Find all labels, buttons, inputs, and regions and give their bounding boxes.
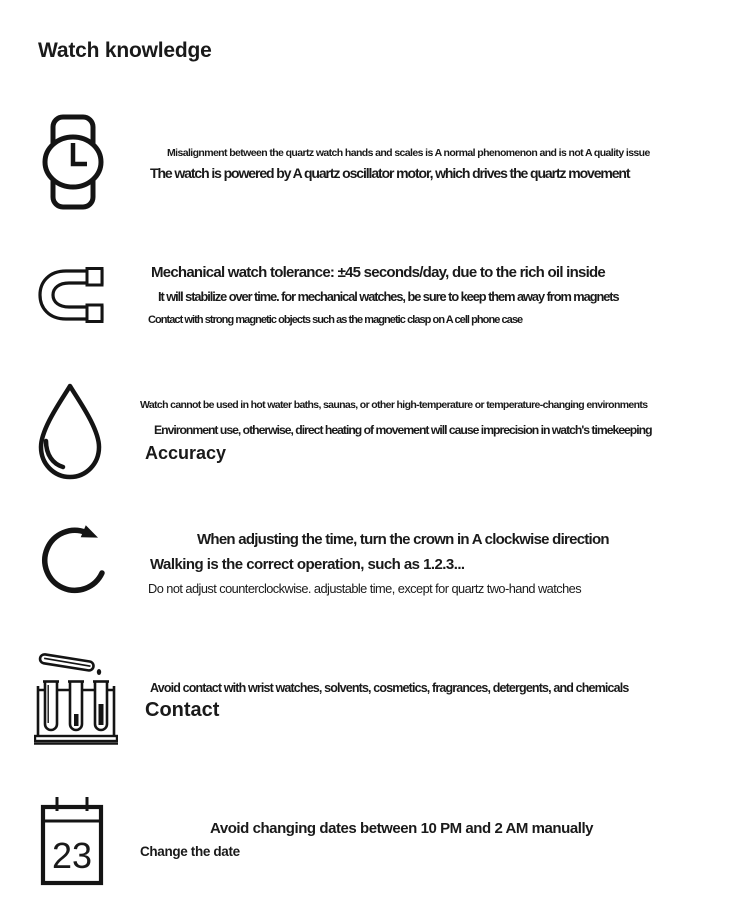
contact-heading: Contact	[145, 699, 220, 721]
magnetic-contact-note: Contact with strong magnetic objects such as the magnetic clasp on A cell phone case	[148, 314, 523, 326]
clockwise-heading: When adjusting the time, turn the crown in A clockwise direction	[197, 531, 609, 548]
tolerance-heading: Mechanical watch tolerance: ±45 seconds/day, due to the rich oil inside	[151, 264, 606, 281]
test-tubes-icon	[34, 645, 118, 745]
wristwatch-icon	[42, 114, 104, 210]
environment-note: Environment use, otherwise, direct heating of movement will cause imprecision in watch's timekeeping	[154, 423, 652, 437]
page-title: Watch knowledge	[38, 39, 212, 62]
clockwise-arrow-icon	[36, 519, 114, 597]
change-date-heading: Change the date	[140, 844, 240, 859]
accuracy-heading: Accuracy	[145, 443, 227, 463]
counterclockwise-note: Do not adjust counterclockwise. adjustable time, except for quartz two-hand watches	[148, 581, 582, 596]
hot-water-note: Watch cannot be used in hot water baths, saunas, or other high-temperature or temperature-changing environments	[140, 399, 648, 411]
quartz-movement-text: The watch is powered by A quartz oscillator motor, which drives the quartz movement	[150, 165, 630, 181]
walking-note: Walking is the correct operation, such as 1.2.3...	[150, 556, 465, 573]
stabilize-note: It will stabilize over time. for mechanical watches, be sure to keep them away from magnets	[158, 289, 619, 304]
chemicals-note: Avoid contact with wrist watches, solvents, cosmetics, fragrances, detergents, and chemicals	[150, 681, 629, 695]
calendar-day-label: 23	[51, 835, 93, 876]
date-change-warning: Avoid changing dates between 10 PM and 2 AM manually	[210, 820, 594, 837]
magnet-icon	[36, 266, 108, 324]
misalignment-note: Misalignment between the quartz watch hands and scales is A normal phenomenon and is not A quality issue	[167, 147, 650, 159]
water-drop-icon	[37, 383, 103, 481]
calendar-icon	[40, 794, 104, 886]
